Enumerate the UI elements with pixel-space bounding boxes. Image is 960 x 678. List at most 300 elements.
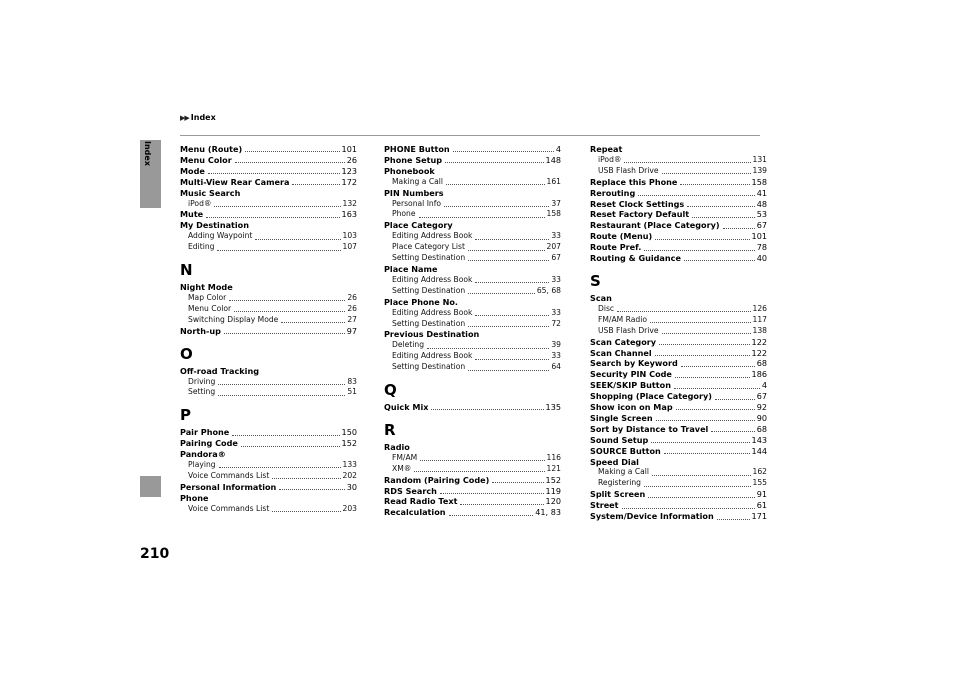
index-entry-text: Reset Clock Settings [590, 198, 685, 209]
index-entry-text: Scan Channel [590, 347, 652, 358]
index-heading [384, 220, 561, 231]
index-subentry[interactable] [180, 377, 357, 388]
leader-dots [449, 507, 534, 515]
index-page-ref: 26 [347, 292, 357, 302]
leader-dots [206, 209, 339, 217]
index-page-ref: 4 [761, 380, 767, 391]
leader-dots [468, 319, 549, 327]
index-heading-text: Radio [384, 441, 410, 452]
index-entry-text: Restaurant (Place Category) [590, 220, 720, 231]
index-page-ref: 101 [751, 231, 767, 242]
index-entry[interactable] [590, 231, 767, 242]
index-heading [180, 282, 357, 293]
leader-dots [644, 478, 750, 486]
index-entry[interactable] [590, 253, 767, 264]
leader-dots [217, 242, 340, 250]
index-page-ref: 186 [751, 369, 767, 380]
page-number: 210 [140, 546, 170, 562]
index-section-letter: P [180, 406, 191, 425]
index-heading-text: Music Search [180, 187, 241, 198]
leader-dots [674, 380, 760, 388]
index-page-ref: 67 [756, 391, 767, 402]
leader-dots [675, 369, 750, 377]
index-entry-text: Disc [598, 303, 615, 313]
index-page-ref: 39 [551, 340, 561, 350]
index-page-ref: 67 [756, 220, 767, 231]
index-subentry[interactable] [180, 504, 357, 515]
leader-dots [241, 438, 340, 446]
index-entry[interactable] [590, 435, 767, 446]
index-entry-text: Personal Information [180, 481, 277, 492]
leader-dots [235, 155, 345, 163]
index-page-ref: 122 [751, 347, 767, 358]
index-entry[interactable] [384, 507, 561, 518]
index-page-ref: 61 [756, 500, 767, 511]
leader-dots [624, 155, 750, 163]
leader-dots [468, 362, 549, 370]
index-entry-text: Map Color [188, 292, 227, 302]
leader-dots [468, 253, 549, 261]
index-section-letter: O [180, 344, 193, 363]
index-entry[interactable] [180, 155, 357, 166]
index-heading-text: Night Mode [180, 282, 233, 293]
index-entry-text: Voice Commands List [188, 470, 270, 480]
index-subentry[interactable] [590, 326, 767, 337]
index-subentry[interactable] [384, 209, 561, 220]
leader-dots [214, 199, 340, 207]
index-entry-text: FM/AM [392, 452, 418, 462]
index-page-ref: 37 [551, 198, 561, 208]
index-entry-text: Menu Color [180, 154, 232, 165]
index-heading-text: Repeat [590, 144, 623, 154]
index-entry[interactable] [590, 489, 767, 500]
index-entry[interactable] [590, 358, 767, 369]
index-heading-text: Place Phone No. [384, 296, 459, 307]
index-subentry[interactable] [384, 286, 561, 297]
leader-dots [245, 144, 339, 152]
index-entry[interactable] [180, 326, 357, 337]
leader-dots [475, 231, 549, 239]
index-page-ref: 27 [347, 314, 357, 324]
index-page-ref: 144 [751, 445, 767, 456]
index-page-ref: 152 [341, 438, 357, 449]
index-entry-text: North-up [180, 325, 221, 336]
index-heading-text: My Destination [180, 220, 250, 231]
index-heading-text: Speed Dial [590, 456, 639, 467]
leader-dots [272, 504, 340, 512]
index-page-ref: 48 [756, 198, 767, 209]
index-heading [384, 166, 561, 177]
index-entry-text: Phone [392, 209, 416, 219]
index-entry-text: Single Screen [590, 412, 653, 423]
leader-dots [711, 424, 754, 432]
index-page-ref: 107 [342, 242, 357, 252]
leader-dots [664, 446, 750, 454]
index-entry[interactable] [590, 209, 767, 220]
index-page-ref: 53 [756, 209, 767, 220]
index-page-ref: 33 [551, 307, 561, 317]
index-entry-text: Deleting [392, 340, 425, 350]
index-entry[interactable] [590, 199, 767, 210]
index-heading [384, 297, 561, 308]
index-heading [180, 366, 357, 377]
leader-dots [453, 144, 554, 152]
index-entry[interactable] [384, 496, 561, 507]
index-page-ref: 83 [347, 376, 357, 386]
index-entry-text: Making a Call [392, 176, 444, 186]
index-page-ref: 138 [752, 325, 767, 335]
index-page-ref: 91 [756, 489, 767, 500]
index-page-ref: 68 [756, 358, 767, 369]
index-page-ref: 162 [752, 467, 767, 477]
leader-dots [218, 387, 345, 395]
index-subentry[interactable] [590, 467, 767, 478]
leader-dots [692, 209, 755, 217]
index-subentry[interactable] [384, 177, 561, 188]
index-page-ref: 33 [551, 274, 561, 284]
index-entry[interactable] [590, 511, 767, 522]
index-entry-text: Switching Display Mode [188, 314, 279, 324]
index-page-ref: 33 [551, 351, 561, 361]
leader-dots [475, 275, 549, 283]
index-entry[interactable] [590, 391, 767, 402]
index-page-ref: 133 [342, 460, 357, 470]
index-page-ref: 90 [756, 412, 767, 423]
index-entry-text: Route Pref. [590, 242, 642, 253]
index-entry[interactable] [590, 446, 767, 457]
index-subentry[interactable] [384, 199, 561, 210]
index-page-ref: 103 [342, 231, 357, 241]
index-entry-text: SEEK/SKIP Button [590, 380, 671, 391]
index-subentry[interactable] [180, 315, 357, 326]
index-page-ref: 65, 68 [536, 285, 561, 295]
leader-dots [638, 188, 754, 196]
index-entry-text: Playing [188, 460, 216, 470]
breadcrumb [180, 113, 216, 122]
leader-dots [684, 253, 755, 261]
index-entry-text: Making a Call [598, 467, 650, 477]
index-entry[interactable] [590, 500, 767, 511]
index-entry[interactable] [590, 177, 767, 188]
index-entry-text: Routing & Guidance [590, 253, 681, 264]
index-entry-text: Search by Keyword [590, 358, 678, 369]
leader-dots [723, 220, 755, 228]
index-entry-text: USB Flash Drive [598, 325, 659, 335]
leader-dots [680, 177, 749, 185]
index-entry-text: Editing Address Book [392, 307, 473, 317]
leader-dots [440, 486, 544, 494]
index-section-letter: Q [384, 381, 397, 400]
index-heading [384, 329, 561, 340]
leader-dots [468, 286, 535, 294]
index-subentry[interactable] [590, 304, 767, 315]
index-entry-text: Reset Factory Default [590, 209, 690, 220]
index-entry-text: Sort by Distance to Travel [590, 423, 709, 434]
index-entry[interactable] [384, 155, 561, 166]
index-heading-text: Phonebook [384, 165, 435, 176]
leader-dots [219, 460, 341, 468]
index-heading [384, 442, 561, 453]
index-entry-text: Personal Info [392, 198, 442, 208]
index-page-ref: 158 [751, 176, 767, 187]
index-entry-text: Quick Mix [384, 402, 429, 413]
index-entry[interactable] [384, 144, 561, 155]
index-heading [180, 493, 357, 504]
index-entry-text: Route (Menu) [590, 231, 653, 242]
index-page-ref: 131 [752, 154, 767, 164]
index-page-ref: 143 [751, 434, 767, 445]
index-subentry[interactable] [384, 308, 561, 319]
index-subentry[interactable] [384, 253, 561, 264]
leader-dots [414, 464, 544, 472]
index-entry-text: Random (Pairing Code) [384, 474, 490, 485]
index-page-ref: 207 [546, 242, 561, 252]
index-entry[interactable] [590, 348, 767, 359]
index-subentry[interactable] [590, 478, 767, 489]
index-entry-text: Place Category List [392, 242, 465, 252]
index-entry[interactable] [384, 402, 561, 413]
index-heading-text: Phone [180, 492, 209, 503]
index-entry-text: Setting [188, 387, 216, 397]
index-section-letter: N [180, 261, 193, 280]
index-page-ref: 72 [551, 318, 561, 328]
leader-dots [655, 231, 749, 239]
leader-dots [656, 413, 755, 421]
index-column-1 [180, 144, 357, 515]
index-entry-text: PHONE Button [384, 144, 450, 154]
leader-dots [427, 340, 549, 348]
side-tab-label: Index [143, 141, 152, 166]
leader-dots [218, 377, 345, 385]
index-entry-text: Menu Color [188, 303, 232, 313]
index-entry-text: Voice Commands List [188, 503, 270, 513]
index-page-ref: 148 [545, 154, 561, 165]
index-entry-text: SOURCE Button [590, 445, 661, 456]
index-subentry[interactable] [590, 166, 767, 177]
index-entry-text: Rerouting [590, 187, 636, 198]
index-page-ref: 33 [551, 231, 561, 241]
index-entry-text: Mode [180, 165, 205, 176]
index-subentry[interactable] [180, 387, 357, 398]
index-entry[interactable] [590, 220, 767, 231]
index-entry-text: Scan Category [590, 336, 657, 347]
index-entry[interactable] [180, 177, 357, 188]
index-entry-text: FM/AM Radio [598, 314, 647, 324]
index-page-ref: 41 [756, 187, 767, 198]
index-page-ref: 135 [545, 402, 561, 413]
index-subentry[interactable] [384, 453, 561, 464]
index-subentry[interactable] [590, 315, 767, 326]
breadcrumb-title: Index [190, 113, 216, 122]
index-entry[interactable] [180, 438, 357, 449]
leader-dots [652, 467, 750, 475]
index-page-ref: 202 [342, 470, 357, 480]
index-page-ref: 172 [341, 176, 357, 187]
breadcrumb-arrow-icon: ▶▶ [180, 114, 189, 122]
index-entry[interactable] [590, 413, 767, 424]
leader-dots [681, 358, 755, 366]
index-page-ref: 68 [756, 423, 767, 434]
index-entry-text: Shopping (Place Category) [590, 391, 712, 402]
index-heading-text: Pandora® [180, 449, 226, 460]
index-entry-text: System/Device Information [590, 511, 714, 522]
index-subentry[interactable] [384, 319, 561, 330]
index-entry-text: Registering [598, 478, 642, 488]
index-entry[interactable] [590, 337, 767, 348]
index-entry[interactable] [180, 427, 357, 438]
index-entry[interactable] [590, 380, 767, 391]
leader-dots [234, 304, 345, 312]
index-subentry[interactable] [180, 199, 357, 210]
index-page-ref: 101 [341, 144, 357, 154]
index-entry-text: Pairing Code [180, 438, 238, 449]
index-entry-text: Setting Destination [392, 253, 466, 263]
index-page-ref: 26 [347, 303, 357, 313]
index-subentry[interactable] [384, 275, 561, 286]
leader-dots [662, 326, 751, 334]
index-entry-text: Adding Waypoint [188, 231, 253, 241]
index-page-ref: 41, 83 [535, 507, 561, 518]
index-entry-text: iPod® [598, 154, 622, 164]
index-page-ref: 171 [751, 511, 767, 522]
index-entry[interactable] [180, 482, 357, 493]
index-heading-text: Place Name [384, 263, 438, 274]
leader-dots [717, 511, 750, 519]
index-heading [180, 449, 357, 460]
leader-dots [492, 475, 543, 483]
index-entry-text: Editing Address Book [392, 274, 473, 284]
index-subentry[interactable] [384, 340, 561, 351]
index-heading [384, 188, 561, 199]
index-page-ref: 158 [546, 209, 561, 219]
leader-dots [659, 337, 749, 345]
index-entry-text: RDS Search [384, 485, 437, 496]
index-entry-text: Pair Phone [180, 427, 230, 438]
index-entry[interactable] [180, 144, 357, 155]
index-entry[interactable] [590, 369, 767, 380]
index-heading-text: PIN Numbers [384, 187, 444, 198]
index-page-ref: 117 [752, 314, 767, 324]
leader-dots [676, 402, 755, 410]
index-heading [590, 457, 767, 468]
index-entry-text: iPod® [188, 198, 212, 208]
index-page-ref: 30 [346, 481, 357, 492]
leader-dots [224, 326, 345, 334]
index-entry-text: Editing Address Book [392, 231, 473, 241]
leader-dots [431, 402, 543, 410]
index-subentry[interactable] [384, 231, 561, 242]
index-subentry[interactable] [180, 304, 357, 315]
side-tab-marker [140, 476, 161, 497]
leader-dots [715, 391, 755, 399]
leader-dots [445, 155, 543, 163]
index-page-ref: 155 [752, 478, 767, 488]
index-heading-text: Place Category [384, 220, 453, 231]
index-entry-text: Read Radio Text [384, 496, 458, 507]
index-heading [590, 144, 767, 155]
index-section-letter: S [590, 271, 601, 290]
index-page-ref: 78 [756, 242, 767, 253]
index-entry-text: Menu (Route) [180, 144, 243, 154]
leader-dots [419, 209, 545, 217]
index-entry[interactable] [590, 242, 767, 253]
index-entry-text: Editing [188, 242, 215, 252]
leader-dots [444, 199, 549, 207]
index-entry-text: Multi-View Rear Camera [180, 176, 290, 187]
index-entry-text: Sound Setup [590, 434, 649, 445]
index-page-ref: 161 [546, 176, 561, 186]
index-subentry[interactable] [180, 231, 357, 242]
index-entry[interactable] [180, 166, 357, 177]
index-page-ref: 163 [341, 209, 357, 220]
leader-dots [279, 482, 344, 490]
index-entry-text: Mute [180, 209, 204, 220]
index-subentry[interactable] [384, 362, 561, 373]
index-page-ref: 122 [751, 336, 767, 347]
index-subentry[interactable] [590, 155, 767, 166]
leader-dots [232, 427, 339, 435]
index-section-letter: R [384, 420, 396, 439]
leader-dots [292, 177, 339, 185]
index-page-ref: 120 [545, 496, 561, 507]
index-entry-text: Recalculation [384, 507, 446, 518]
index-page-ref: 64 [551, 362, 561, 372]
index-heading-text: Off-road Tracking [180, 365, 260, 376]
index-subentry[interactable] [384, 464, 561, 475]
index-entry-text: Editing Address Book [392, 351, 473, 361]
index-entry-text: Setting Destination [392, 285, 466, 295]
index-subentry[interactable] [384, 351, 561, 362]
index-page-ref: 121 [546, 463, 561, 473]
index-page-ref: 132 [342, 198, 357, 208]
index-entry[interactable] [384, 475, 561, 486]
index-entry-text: Split Screen [590, 489, 646, 500]
leader-dots [687, 199, 754, 207]
index-page-ref: 126 [752, 303, 767, 313]
index-page-ref: 152 [545, 474, 561, 485]
index-entry[interactable] [590, 424, 767, 435]
index-subentry[interactable] [180, 471, 357, 482]
leader-dots [272, 471, 340, 479]
index-entry[interactable] [384, 486, 561, 497]
leader-dots [644, 242, 754, 250]
index-heading [590, 293, 767, 304]
leader-dots [468, 242, 545, 250]
index-subentry[interactable] [180, 460, 357, 471]
index-entry-text: Phone Setup [384, 154, 443, 165]
leader-dots [662, 166, 751, 174]
index-subentry[interactable] [384, 242, 561, 253]
index-page-ref: 51 [347, 387, 357, 397]
index-page-ref: 116 [546, 452, 561, 462]
leader-dots [420, 453, 544, 461]
index-page-ref: 123 [341, 165, 357, 176]
index-page-ref: 67 [551, 253, 561, 263]
index-subentry[interactable] [180, 293, 357, 304]
index-entry[interactable] [180, 209, 357, 220]
leader-dots [655, 348, 750, 356]
index-heading-text: Previous Destination [384, 329, 480, 340]
index-subentry[interactable] [180, 242, 357, 253]
leader-dots [651, 435, 749, 443]
index-entry[interactable] [590, 188, 767, 199]
leader-dots [446, 177, 544, 185]
index-entry[interactable] [590, 402, 767, 413]
leader-dots [255, 231, 340, 239]
index-entry-text: Security PIN Code [590, 369, 672, 380]
index-entry-text: Show icon on Map [590, 402, 673, 413]
leader-dots [281, 315, 345, 323]
